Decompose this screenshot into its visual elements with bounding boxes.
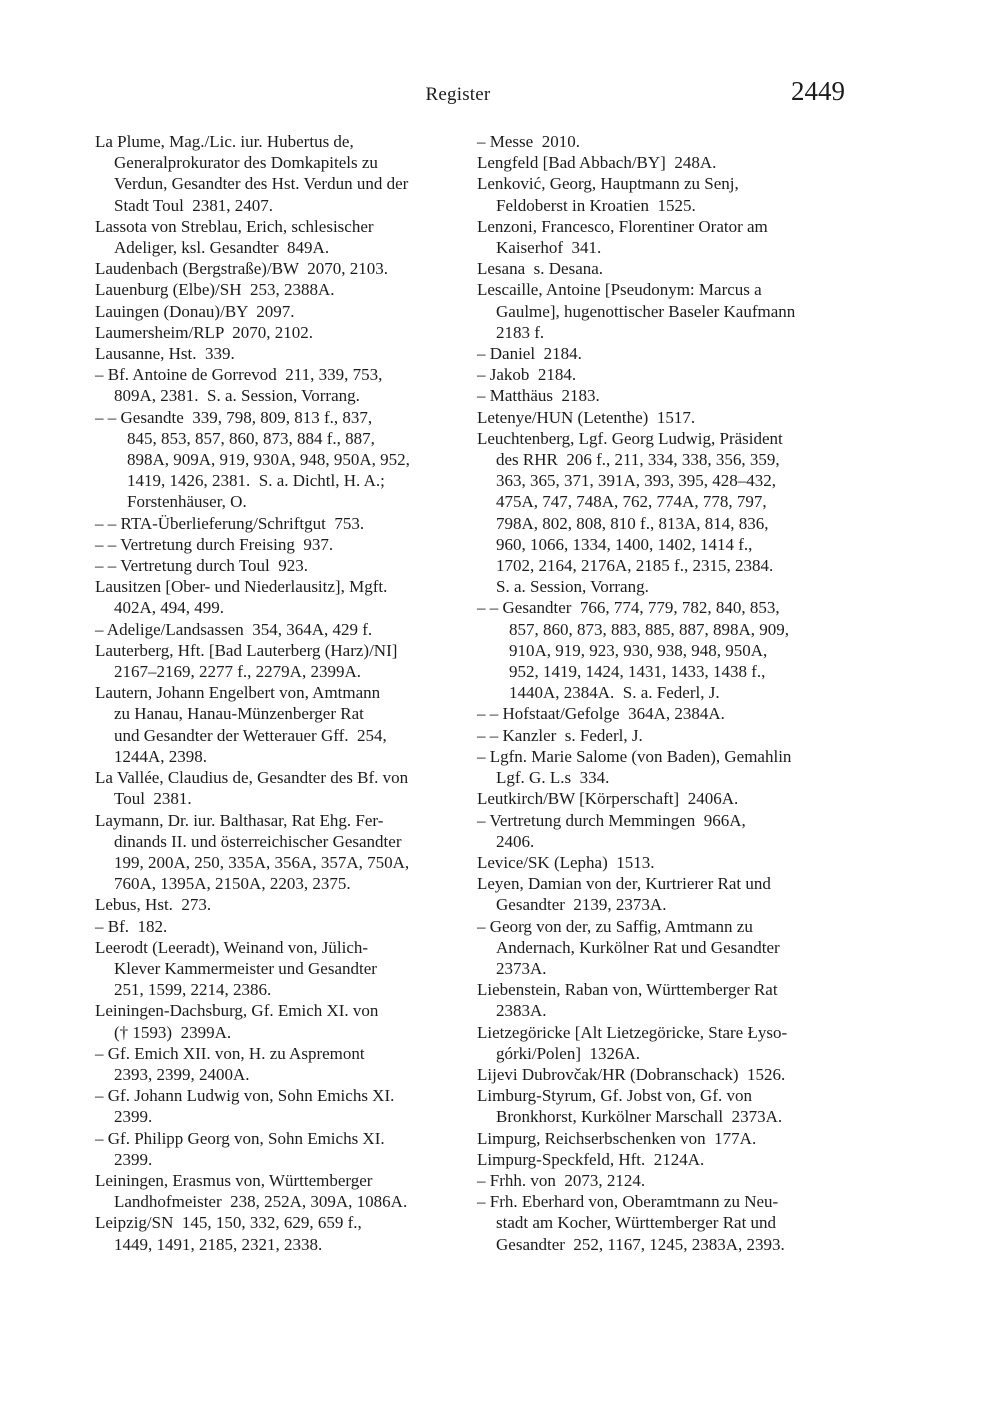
index-entry: [95, 682, 469, 767]
entry-continuation-line: 845, 853, 857, 860, 873, 884 f., 887,: [127, 428, 375, 448]
entry-continuation-line: 2399.: [114, 1149, 153, 1169]
entry-continuation-line: zu Hanau, Hanau-Münzenberger Rat: [114, 704, 364, 724]
index-entry: [95, 407, 469, 513]
entry-continuation-line: 798A, 802, 808, 810 f., 813A, 814, 836,: [496, 513, 769, 533]
entry-continuation-line: 363, 365, 371, 391A, 393, 395, 428–432,: [496, 471, 777, 491]
index-entry: [477, 343, 851, 364]
entry-head-line: Leutkirch/BW [Körperschaft] 2406A.: [477, 789, 739, 809]
entry-continuation-line: 402A, 494, 499.: [114, 598, 225, 618]
entry-head-line: Lautern, Johann Engelbert von, Amtmann: [95, 683, 381, 703]
index-entry: [477, 703, 851, 724]
entry-head-line: – – Vertretung durch Freising 937.: [95, 534, 334, 554]
entry-continuation-line: 2167–2169, 2277 f., 2279A, 2399A.: [114, 662, 361, 682]
entry-continuation-line: 199, 200A, 250, 335A, 356A, 357A, 750A,: [114, 852, 410, 872]
entry-continuation-line: Klever Kammermeister und Gesandter: [114, 958, 377, 978]
entry-continuation-line: stadt am Kocher, Württemberger Rat und: [496, 1213, 777, 1233]
index-entry: [95, 619, 469, 640]
entry-continuation-line: Adeliger, ksl. Gesandter 849A.: [114, 238, 330, 258]
entry-head-line: – Adelige/Landsassen 354, 364A, 429 f.: [95, 619, 373, 639]
index-entry: [95, 322, 469, 343]
index-entry: [477, 385, 851, 406]
index-entry: [95, 364, 469, 406]
index-entry: [477, 979, 851, 1021]
entry-head-line: Lengfeld [Bad Abbach/BY] 248A.: [477, 153, 717, 173]
entry-head-line: – Georg von der, zu Saffig, Amtmann zu: [477, 916, 753, 936]
entry-head-line: Laymann, Dr. iur. Balthasar, Rat Ehg. Fer-: [95, 810, 384, 830]
entry-head-line: Leipzig/SN 145, 150, 332, 629, 659 f.,: [95, 1213, 362, 1233]
entry-head-line: – Lgfn. Marie Salome (von Baden), Gemahlin: [477, 746, 792, 766]
entry-continuation-line: 2406.: [496, 831, 535, 851]
entry-continuation-line: 2383A.: [496, 1001, 547, 1021]
entry-head-line: Liebenstein, Raban von, Württemberger Rat: [477, 980, 778, 1000]
entry-continuation-line: 960, 1066, 1334, 1400, 1402, 1414 f.,: [496, 534, 753, 554]
entry-head-line: – Bf. 182.: [95, 916, 168, 936]
index-entry: [477, 279, 851, 343]
entry-continuation-line: dinands II. und österreichischer Gesandter: [114, 831, 402, 851]
index-entry: [477, 873, 851, 915]
index-entry: [477, 725, 851, 746]
entry-head-line: – – Kanzler s. Federl, J.: [477, 725, 643, 745]
entry-continuation-line: 1244A, 2398.: [114, 746, 208, 766]
index-entry: [477, 407, 851, 428]
entry-continuation-line: 2393, 2399, 2400A.: [114, 1064, 250, 1084]
entry-head-line: – Vertretung durch Memmingen 966A,: [477, 810, 746, 830]
entry-head-line: La Plume, Mag./Lic. iur. Hubertus de,: [95, 132, 354, 151]
index-entry: [95, 894, 469, 915]
entry-continuation-line: Toul 2381.: [114, 789, 192, 809]
index-entry: [477, 1149, 851, 1170]
index-entry: [477, 1085, 851, 1127]
entry-continuation-line: S. a. Session, Vorrang.: [496, 577, 649, 597]
index-entry: [477, 131, 851, 152]
index-entry: [477, 258, 851, 279]
entry-head-line: Lietzegöricke [Alt Lietzegöricke, Stare Łyso-: [477, 1022, 788, 1042]
entry-continuation-line: Gesandter 252, 1167, 1245, 2383A, 2393.: [496, 1234, 785, 1254]
index-entry: [477, 152, 851, 173]
index-entry: [95, 937, 469, 1001]
page-number: 2449: [791, 76, 845, 106]
entry-head-line: Lausitzen [Ober- und Niederlausitz], Mgft.: [95, 577, 388, 597]
entry-continuation-line: 2399.: [114, 1107, 153, 1127]
index-entry: [95, 640, 469, 682]
entry-head-line: – Gf. Emich XII. von, H. zu Aspremont: [95, 1043, 365, 1063]
entry-continuation-line: Stadt Toul 2381, 2407.: [114, 195, 274, 215]
index-entry: [477, 852, 851, 873]
entry-head-line: Lesana s. Desana.: [477, 259, 604, 279]
entry-continuation-line: 809A, 2381. S. a. Session, Vorrang.: [114, 386, 360, 406]
entry-head-line: Limburg-Styrum, Gf. Jobst von, Gf. von: [477, 1086, 752, 1106]
index-entry: [477, 428, 851, 598]
entry-continuation-line: 251, 1599, 2214, 2386.: [114, 980, 272, 1000]
index-entry: [95, 343, 469, 364]
entry-head-line: Lijevi Dubrovčak/HR (Dobranschack) 1526.: [477, 1064, 786, 1084]
entry-continuation-line: Feldoberst in Kroatien 1525.: [496, 195, 696, 215]
index-entry: [477, 788, 851, 809]
entry-continuation-line: Forstenhäuser, O.: [127, 492, 247, 512]
entry-continuation-line: górki/Polen] 1326A.: [496, 1043, 641, 1063]
index-entry: [477, 597, 851, 703]
entry-head-line: – Gf. Philipp Georg von, Sohn Emichs XI.: [95, 1128, 385, 1148]
entry-head-line: Leiningen-Dachsburg, Gf. Emich XI. von: [95, 1001, 379, 1021]
entry-head-line: Leiningen, Erasmus von, Württemberger: [95, 1170, 373, 1190]
index-entry: [95, 1170, 469, 1212]
index-entry: [95, 258, 469, 279]
index-column-left: [95, 131, 469, 1255]
entry-head-line: Lauingen (Donau)/BY 2097.: [95, 301, 295, 321]
index-entry: [95, 916, 469, 937]
entry-head-line: Leuchtenberg, Lgf. Georg Ludwig, Präsident: [477, 428, 783, 448]
entry-continuation-line: Gesandter 2139, 2373A.: [496, 895, 667, 915]
entry-head-line: Lescaille, Antoine [Pseudonym: Marcus a: [477, 280, 762, 300]
entry-continuation-line: 1440A, 2384A. S. a. Federl, J.: [509, 683, 720, 703]
entry-continuation-line: 2183 f.: [496, 322, 545, 342]
entry-head-line: – Jakob 2184.: [477, 365, 577, 385]
entry-head-line: Limpurg-Speckfeld, Hft. 2124A.: [477, 1149, 705, 1169]
index-entry: [95, 279, 469, 300]
index-entry: [95, 555, 469, 576]
index-entry: [95, 534, 469, 555]
entry-continuation-line: 857, 860, 873, 883, 885, 887, 898A, 909,: [509, 619, 790, 639]
entry-head-line: – Gf. Johann Ludwig von, Sohn Emichs XI.: [95, 1086, 395, 1106]
entry-head-line: Lassota von Streblau, Erich, schlesischer: [95, 216, 374, 236]
entry-head-line: Leerodt (Leeradt), Weinand von, Jülich-: [95, 937, 369, 957]
index-entry: [95, 576, 469, 618]
entry-continuation-line: Landhofmeister 238, 252A, 309A, 1086A.: [114, 1192, 408, 1212]
entry-head-line: Levice/SK (Lepha) 1513.: [477, 852, 655, 872]
index-entry: [95, 513, 469, 534]
entry-continuation-line: Verdun, Gesandter des Hst. Verdun und der: [114, 174, 409, 194]
index-entry: [95, 810, 469, 895]
entry-continuation-line: († 1593) 2399A.: [114, 1022, 232, 1042]
entry-head-line: Letenye/HUN (Letenthe) 1517.: [477, 407, 696, 427]
entry-continuation-line: Lgf. G. L.s 334.: [496, 768, 610, 788]
entry-continuation-line: Andernach, Kurkölner Rat und Gesandter: [496, 937, 780, 957]
index-entry: [95, 1000, 469, 1042]
entry-head-line: Lauterberg, Hft. [Bad Lauterberg (Harz)/NI]: [95, 640, 398, 660]
entry-head-line: Leyen, Damian von der, Kurtrierer Rat und: [477, 874, 771, 894]
entry-continuation-line: Kaiserhof 341.: [496, 238, 602, 258]
entry-head-line: Lausanne, Hst. 339.: [95, 344, 235, 364]
index-entry: [95, 1043, 469, 1085]
index-entry: [477, 746, 851, 788]
entry-head-line: Lebus, Hst. 273.: [95, 895, 212, 915]
entry-head-line: – Frh. Eberhard von, Oberamtmann zu Neu-: [477, 1192, 779, 1212]
index-entry: [95, 301, 469, 322]
entry-continuation-line: Gaulme], hugenottischer Baseler Kaufmann: [496, 301, 796, 321]
entry-head-line: – – Hofstaat/Gefolge 364A, 2384A.: [477, 704, 725, 724]
entry-head-line: Limpurg, Reichserbschenken von 177A.: [477, 1128, 757, 1148]
entry-continuation-line: 898A, 909A, 919, 930A, 948, 950A, 952,: [127, 450, 410, 470]
index-entry: [477, 173, 851, 215]
index-entry: [95, 1212, 469, 1254]
entry-continuation-line: 475A, 747, 748A, 762, 774A, 778, 797,: [496, 492, 767, 512]
entry-continuation-line: Bronkhorst, Kurkölner Marschall 2373A.: [496, 1107, 783, 1127]
index-entry: [477, 216, 851, 258]
entry-head-line: – Bf. Antoine de Gorrevod 211, 339, 753,: [95, 365, 383, 385]
index-entry: [95, 1128, 469, 1170]
index-entry: [95, 767, 469, 809]
entry-head-line: – – RTA-Überlieferung/Schriftgut 753.: [95, 513, 365, 533]
index-entry: [477, 810, 851, 852]
index-entry: [477, 364, 851, 385]
entry-continuation-line: 1449, 1491, 2185, 2321, 2338.: [114, 1234, 323, 1254]
index-entry: [477, 1170, 851, 1191]
entry-head-line: Lenzoni, Francesco, Florentiner Orator am: [477, 216, 768, 236]
entry-head-line: – – Gesandter 766, 774, 779, 782, 840, 853,: [477, 598, 780, 618]
entry-continuation-line: 2373A.: [496, 958, 547, 978]
entry-head-line: Lenković, Georg, Hauptmann zu Senj,: [477, 174, 739, 194]
index-entry: [95, 216, 469, 258]
page-heading: Register: [425, 84, 491, 105]
entry-continuation-line: Generalprokurator des Domkapitels zu: [114, 153, 378, 173]
entry-continuation-line: 910A, 919, 923, 930, 938, 948, 950A,: [509, 640, 768, 660]
entry-continuation-line: 952, 1419, 1424, 1431, 1433, 1438 f.,: [509, 662, 766, 682]
entry-head-line: La Vallée, Claudius de, Gesandter des Bf. von: [95, 768, 409, 788]
entry-head-line: – Messe 2010.: [477, 132, 580, 151]
entry-continuation-line: des RHR 206 f., 211, 334, 338, 356, 359,: [496, 450, 780, 470]
index-entry: [95, 131, 469, 216]
entry-head-line: Laumersheim/RLP 2070, 2102.: [95, 322, 313, 342]
entry-head-line: – Daniel 2184.: [477, 344, 582, 364]
index-entry: [477, 1022, 851, 1064]
entry-head-line: – Matthäus 2183.: [477, 386, 600, 406]
index-entry: [477, 916, 851, 980]
index-entry: [477, 1064, 851, 1085]
entry-continuation-line: und Gesandter der Wetterauer Gff. 254,: [114, 725, 387, 745]
entry-head-line: – – Vertretung durch Toul 923.: [95, 556, 309, 576]
entry-continuation-line: 1702, 2164, 2176A, 2185 f., 2315, 2384.: [496, 556, 774, 576]
index-column-right: [477, 131, 851, 1255]
entry-head-line: – – Gesandte 339, 798, 809, 813 f., 837,: [95, 407, 373, 427]
entry-continuation-line: 760A, 1395A, 2150A, 2203, 2375.: [114, 874, 351, 894]
index-entry: [477, 1128, 851, 1149]
entry-head-line: Lauenburg (Elbe)/SH 253, 2388A.: [95, 280, 335, 300]
index-entry: [477, 1191, 851, 1255]
entry-continuation-line: 1419, 1426, 2381. S. a. Dichtl, H. A.;: [127, 471, 385, 491]
entry-head-line: – Frhh. von 2073, 2124.: [477, 1170, 646, 1190]
entry-head-line: Laudenbach (Bergstraße)/BW 2070, 2103.: [95, 259, 389, 279]
index-entry: [95, 1085, 469, 1127]
